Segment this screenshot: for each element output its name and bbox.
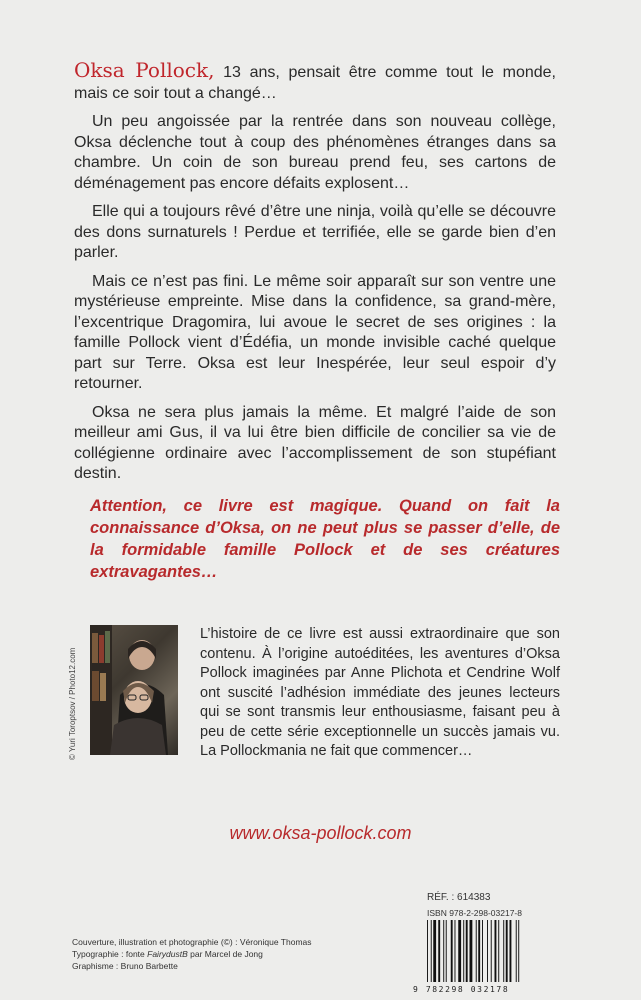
production-credits (72, 936, 312, 972)
typography-suffix: par Marcel de Jong (187, 949, 263, 959)
synopsis-paragraph-2: Un peu angoissée par la rentrée dans son nouveau collège, Oksa déclenche tout à coup des phénomènes étranges dans sa chambre. Un coin de son bureau prend feu, ses cartons de déménagement pas encore défaits explosent… (74, 113, 556, 192)
typography-prefix: Typographie : fonte (72, 949, 148, 959)
typography-credit (72, 948, 312, 960)
synopsis-paragraph-1 (74, 60, 556, 104)
photo-credit: © Yuri Toroptsov / Photo12.com (68, 647, 77, 760)
authors-photo (90, 625, 178, 755)
cover-credit: Couverture, illustration et photographie (©) : Véronique Thomas (72, 937, 312, 947)
synopsis-paragraph-5: Oksa ne sera plus jamais la même. Et malgré l’aide de son meilleur ami Gus, il va lui être bien difficile de concilier sa vie de collégienne ordinaire avec l’accomplissement de son stupéfiant destin. (74, 403, 556, 482)
series-history: L’histoire de ce livre est aussi extraordinaire que son contenu. À l’origine autoéditées, les aventures d’Oksa Pollock imaginées par Anne Plichota et Cendrine Wolf ont suscité l’adhésion immédiate des jeunes lecteurs qui se sont transmis leur enthousiasme, faisant peu à peu de cette série exceptionnelle un succès jamais vu. La Pollockmania ne fait que commencer… (200, 626, 560, 759)
barcode-number: 9 782298 032178 (413, 985, 510, 994)
synopsis-paragraph-4: Mais ce n’est pas fini. Le même soir apparaît sur son ventre une mystérieuse empreinte. Mise dans la confidence, sa grand-mère, l’excentrique Dragomira, lui avoue le secret de ses origines : la famille Pollock vient d’Édéfia, un monde invisible caché quelque part sur Terre. Oksa est leur Inespérée, leur seul espoir d’y retourner. (74, 272, 556, 392)
barcode-icon (425, 920, 563, 984)
typography-font: FairydustB (147, 949, 188, 959)
website-url: www.oksa-pollock.com (229, 823, 412, 843)
magic-tagline: Attention, ce livre est magique. Quand on fait la connaissance d’Oksa, on ne peut plus se passer d’elle, de la formidable famille Pollock et de ses créatures extravagantes… (90, 497, 560, 581)
isbn-number: ISBN 978-2-298-03217-8 (427, 908, 522, 918)
design-credit: Graphisme : Bruno Barbette (72, 961, 178, 971)
hero-name: Oksa Pollock, (74, 58, 215, 82)
reference-number: RÉF. : 614383 (427, 892, 491, 903)
synopsis-intro: 13 ans, pensait être comme tout le monde, mais ce soir tout a changé… (74, 64, 556, 102)
synopsis (74, 60, 556, 493)
synopsis-paragraph-3: Elle qui a toujours rêvé d’être une ninja, voilà qu’elle se découvre des dons surnaturels ! Perdue et terrifiée, elle se garde bien d’en parler. (74, 203, 556, 261)
authors-portrait-icon (90, 625, 178, 755)
